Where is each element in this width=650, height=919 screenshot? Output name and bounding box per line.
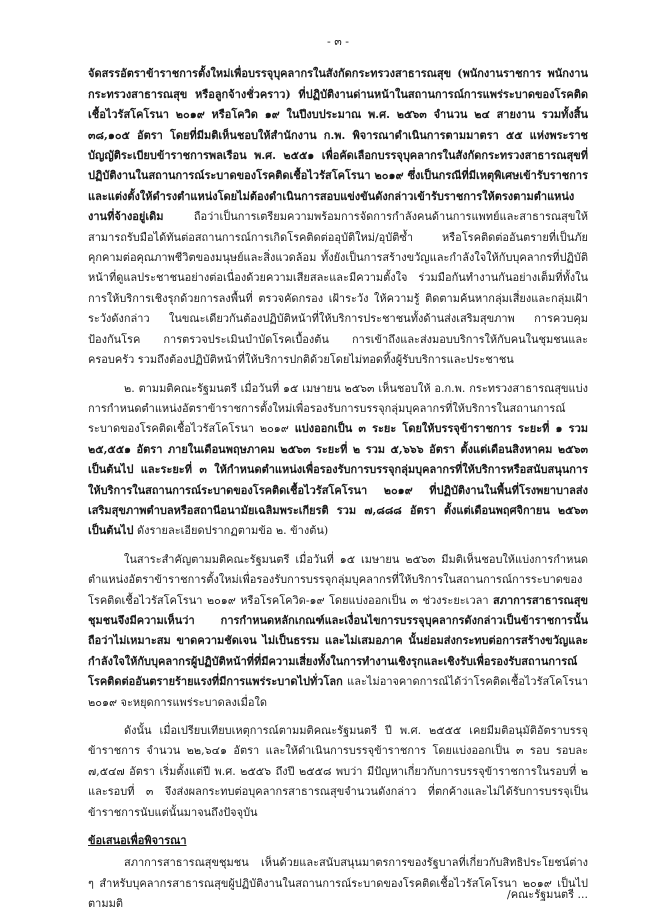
paragraph-1-bold: จัดสรรอัตราข้าราชการตั้งใหม่เพื่อบรรจุบุคลากรในสังกัดกระทรวงสาธารณสุข (พนักงานราชการ พนักงานกระทรวงสาธารณสุข หรือลูกจ้างชั่วคราว) ที่ปฏิบัติงานด่านหน้าในสถานการณ์การแพร่ระบาดของโรคติดเชื้อไวรัสโคโรนา ๒๐๑๙ หรือโควิด ๑๙ ในปีงบประมาณ พ.ศ. ๒๕๖๓ จำนวน ๒๔ สายงาน รวมทั้งสิ้น ๓๘,๑๐๕ อัตรา โดยที่มีมติเห็นชอบให้สำนักงาน ก.พ. พิจารณาดำเนินการตามมาตรา ๕๕ แห่งพระราชบัญญัติระเบียบข้าราชการพลเรือน พ.ศ. ๒๕๕๑ เพื่อคัดเลือกบรรจุบุคลากรในสังกัดกระทรวงสาธารณสุขที่ปฏิบัติงานในสถานการณ์ระบาดของโรคติดเชื้อไวรัสโคโรนา ๒๐๑๙ ซึ่งเป็นกรณีที่มีเหตุพิเศษเข้ารับราชการและแต่งตั้งให้ดำรงตำแหน่งโดยไม่ต้องดำเนินการสอบแข่งขันดังกล่าวเข้ารับราชการให้ตรงตามตำแหน่งงานที่จ้างอยู่เดิม (88, 67, 588, 224)
continuation-marker: /คณะรัฐมนตรี ... (507, 887, 588, 901)
paragraph-3-bold: สภาการสาธารณสุขชุมชนจึงมีความเห็นว่า การกำหนดหลักเกณฑ์และเงื่อนไขการบรรจุบุคลากรดังกล่าวเป็นข้าราชการนั้นถือว่าไม่เหมาะสม ขาดความชัดเจน ไม่เป็นธรรม และไม่เสมอภาค นั้นย่อมส่งกระทบต่อการสร้างขวัญและกำลังใจให้กับบุคลากรผู้ปฏิบัติหน้าที่ที่มีความเสี่ยงทั้งในการทำงานเชิงรุกและเชิงรับเพื่อรองรับสถานการณ์โรคติดต่ออันตรายร้ายแรงที่มีการแพร่ระบาดไปทั่วโลก (88, 593, 588, 689)
paragraph-4: ดังนั้น เมื่อเปรียบเทียบเหตุการณ์ตามมติคณะรัฐมนตรี ปี พ.ศ. ๒๕๕๕ เคยมีมติอนุมัติอัตราบรรจุข้าราชการ จำนวน ๒๒,๖๔๑ อัตรา และให้ดำเนินการบรรจุข้าราชการ โดยแบ่งออกเป็น ๓ รอบ รอบละ ๗,๕๔๗ อัตรา เริ่มตั้งแต่ปี พ.ศ. ๒๕๕๖ ถึงปี ๒๕๕๘ พบว่า มีปัญหาเกี่ยวกับการบรรจุข้าราชการในรอบที่ ๒ และรอบที่ ๓ จึงส่งผลกระทบต่อบุคลากรสาธารณสุขจำนวนดังกล่าว ที่ตกค้างและไม่ได้รับการบรรจุเป็นข้าราชการนับแต่นั้นมาจนถึงปัจจุบัน (88, 724, 588, 819)
section-heading: ข้อเสนอเพื่อพิจารณา (88, 834, 187, 848)
paragraph-3-intro: ในสาระสำคัญตามมติคณะรัฐมนตรี เมื่อวันที่ ๑๕ เมษายน ๒๕๖๓ มีมติเห็นชอบให้แบ่งการกำหนดตำแหน่งอัตราข้าราชการตั้งใหม่เพื่อรองรับการบรรจุกลุ่มบุคลากรที่ให้บริการในสถานการณ์การระบาดของโรคติดเชื้อไวรัสโคโรนา ๒๐๑๙ หรือโรคโควิด-๑๙ โดยแบ่งออกเป็น ๓ ช่วงระยะเวลา (88, 552, 588, 607)
paragraph-3-tail: และไม่อาจคาดการณ์ได้ว่าโรคติดเชื้อไวรัสโคโรนา ๒๐๑๙ จะหยุดการแพร่ระบาดลงเมื่อใด (88, 675, 588, 709)
paragraph-1-normal: ถือว่าเป็นการเตรียมความพร้อมการจัดการกำลังคนด้านการแพทย์และสาธารณสุขให้สามารถรับมือได้ทันต่อสถานการณ์การเกิดโรคติดต่ออุบัติใหม่/อุบัติซ้ำ หรือโรคติดต่ออันตรายที่เป็นภัยคุกคามต่อคุณภาพชีวิตของมนุษย์และสิ่งแวดล้อม ทั้งยังเป็นการสร้างขวัญและกำลังใจให้กับบุคลากรที่ปฏิบัติหน้าที่ดูแลประชาชนอย่างต่อเนื่องด้วยความเสียสละและมีความตั้งใจ ร่วมมือกันทำงานกันอย่างเต็มที่ทั้งในการให้บริการเชิงรุกด้วยการลงพื้นที่ ตรวจคัดกรอง เฝ้าระวัง ให้ความรู้ ติดตามค้นหากลุ่มเสี่ยงและกลุ่มเฝ้าระวังดังกล่าว ในขณะเดียวกันต้องปฏิบัติหน้าที่ให้บริการประชาชนทั้งด้านส่งเสริมสุขภาพ การควบคุมป้องกันโรค การตรวจประเมินบำบัดโรคเบื้องต้น การเข้าถึงและส่งมอบบริการให้กับคนในชุมชนและครอบครัว รวมถึงต้องปฏิบัติหน้าที่ให้บริการปกติด้วยโดยไม่ทอดทิ้งผู้รับบริการและประชาชน (88, 210, 588, 367)
paragraph-1 (88, 64, 588, 370)
paragraph-2-tail: ดังรายละเอียดปรากฏตามข้อ ๒. ข้างต้น) (133, 524, 329, 538)
paragraph-2 (88, 379, 588, 542)
paragraph-2-intro: ๒. ตามมติคณะรัฐมนตรี เมื่อวันที่ ๑๕ เมษายน ๒๕๖๓ เห็นชอบให้ อ.ก.พ. กระทรวงสาธารณสุขแบ่งการกำหนดตำแหน่งอัตราข้าราชการตั้งใหม่เพื่อรองรับการบรรจุกลุ่มบุคลากรที่ให้บริการในสถานการณ์ระบาดของโรคติดเชื้อไวรัสโคโรนา ๒๐๑๙ (88, 381, 588, 436)
paragraph-3 (88, 550, 588, 713)
paragraph-5: สภาการสาธารณสุขชุมชน เห็นด้วยและสนับสนุนมาตรการของรัฐบาลที่เกี่ยวกับสิทธิประโยชน์ต่าง ๆ สำหรับบุคลากรสาธารณสุขผู้ปฏิบัติงานในสถานการณ์ระบาดของโรคติดเชื้อไวรัสโคโรนา ๒๐๑๙ เป็นไปตามมติ (88, 856, 588, 911)
page-number: - ๓ - (327, 35, 349, 48)
paragraph-2-bold: แบ่งออกเป็น ๓ ระยะ โดยให้บรรจุข้าราชการ ระยะที่ ๑ รวม ๒๕,๕๕๑ อัตรา ภายในเดือนพฤษภาคม ๒๕๖๓ ระยะที่ ๒ รวม ๕,๖๖๖ อัตรา ตั้งแต่เดือนสิงหาคม ๒๕๖๓ เป็นต้นไป และระยะที่ ๓ ให้กำหนดตำแหน่งเพื่อรองรับการบรรจุกลุ่มบุคลากรที่ให้บริการหรือสนับสนุนการให้บริการในสถานการณ์ระบาดของโรคติดเชื้อไวรัสโคโรนา ๒๐๑๙ ที่ปฏิบัติงานในพื้นที่โรงพยาบาลส่งเสริมสุขภาพตำบลหรือสถานีอนามัยเฉลิมพระเกียรติ รวม ๗,๘๘๘ อัตรา ตั้งแต่เดือนพฤศจิกายน ๒๕๖๓ เป็นต้นไป (88, 422, 588, 538)
